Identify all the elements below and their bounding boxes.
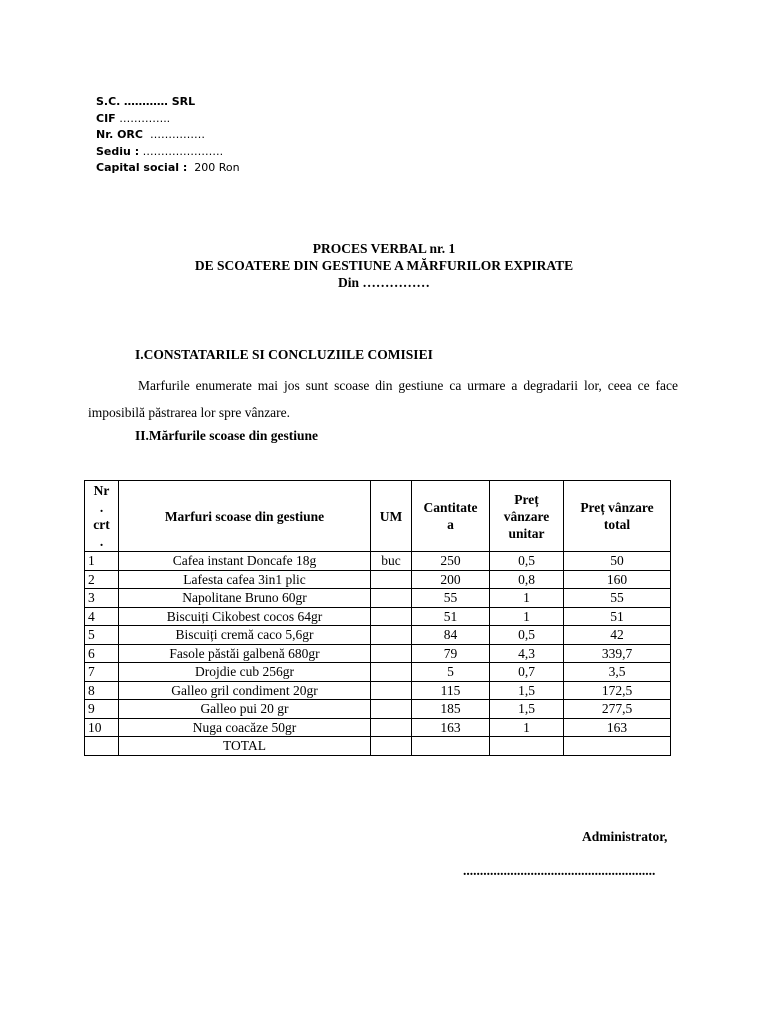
cell-unit-price: 1,5 xyxy=(490,681,564,700)
document-title xyxy=(0,240,768,291)
section-1-text: Marfurile enumerate mai jos sunt scoase din gestiune ca urmare a degradarii lor, ceea ce face imposibilă păstrarea lor spre vânzare. xyxy=(88,378,678,420)
total-label: TOTAL xyxy=(119,737,371,756)
cell-um xyxy=(371,681,412,700)
total-empty-cell xyxy=(85,737,119,756)
cell-nr: 6 xyxy=(85,644,119,663)
cell-name: Fasole păstăi galbenă 680gr xyxy=(119,644,371,663)
cif-value: ………….. xyxy=(119,111,171,125)
capital-row xyxy=(96,160,240,177)
table-row xyxy=(85,663,671,682)
total-empty-cell xyxy=(564,737,671,756)
goods-table xyxy=(84,480,671,756)
table-row xyxy=(85,607,671,626)
cell-name: Napolitane Bruno 60gr xyxy=(119,589,371,608)
section-2-heading: II.Mărfurile scoase din gestiune xyxy=(135,428,318,443)
cell-nr: 4 xyxy=(85,607,119,626)
cell-total-price: 51 xyxy=(564,607,671,626)
cell-name: Galleo gril condiment 20gr xyxy=(119,681,371,700)
cell-total-price: 160 xyxy=(564,570,671,589)
table-row xyxy=(85,644,671,663)
cell-unit-price: 0,5 xyxy=(490,626,564,645)
cell-qty: 55 xyxy=(412,589,490,608)
table-row xyxy=(85,681,671,700)
cell-um xyxy=(371,718,412,737)
header-unit-price: Preț vânzare unitar xyxy=(490,481,564,552)
cell-unit-price: 1 xyxy=(490,589,564,608)
administrator-label: Administrator, xyxy=(582,829,668,844)
cell-um xyxy=(371,663,412,682)
cell-name: Cafea instant Doncafe 18g xyxy=(119,552,371,571)
cell-total-price: 42 xyxy=(564,626,671,645)
total-empty-cell xyxy=(371,737,412,756)
section-1-paragraph xyxy=(88,372,678,426)
cell-qty: 163 xyxy=(412,718,490,737)
cell-um: buc xyxy=(371,552,412,571)
sediu-value: …………………. xyxy=(142,144,224,158)
cell-nr: 9 xyxy=(85,700,119,719)
cell-name: Biscuiți Cikobest cocos 64gr xyxy=(119,607,371,626)
cell-name: Lafesta cafea 3in1 plic xyxy=(119,570,371,589)
orc-label: Nr. ORC xyxy=(96,128,143,141)
company-info xyxy=(96,94,240,177)
sediu-label: Sediu : xyxy=(96,144,140,158)
signature-line: ......................................................... xyxy=(463,863,656,878)
table-row xyxy=(85,626,671,645)
cell-total-price: 55 xyxy=(564,589,671,608)
cell-qty: 5 xyxy=(412,663,490,682)
title-line-3: Din …………… xyxy=(338,275,430,290)
cell-um xyxy=(371,700,412,719)
table-row xyxy=(85,700,671,719)
cell-nr: 1 xyxy=(85,552,119,571)
cell-name: Nuga coacăze 50gr xyxy=(119,718,371,737)
cell-qty: 200 xyxy=(412,570,490,589)
cell-nr: 5 xyxy=(85,626,119,645)
cell-name: Drojdie cub 256gr xyxy=(119,663,371,682)
total-empty-cell xyxy=(490,737,564,756)
sediu-row xyxy=(96,144,240,161)
header-name: Marfuri scoase din gestiune xyxy=(119,481,371,552)
orc-value: …………… xyxy=(149,128,205,141)
cif-label: CIF xyxy=(96,111,116,125)
cell-um xyxy=(371,589,412,608)
cell-unit-price: 0,7 xyxy=(490,663,564,682)
cif-row xyxy=(96,111,240,128)
header-nr: Nr . crt . xyxy=(85,481,119,552)
cell-unit-price: 1,5 xyxy=(490,700,564,719)
orc-row xyxy=(96,127,240,144)
cell-qty: 51 xyxy=(412,607,490,626)
cell-total-price: 163 xyxy=(564,718,671,737)
cell-total-price: 50 xyxy=(564,552,671,571)
cell-nr: 2 xyxy=(85,570,119,589)
sc-value: ………… SRL xyxy=(123,95,196,108)
cell-qty: 250 xyxy=(412,552,490,571)
capital-label: Capital social : xyxy=(96,161,188,174)
cell-qty: 79 xyxy=(412,644,490,663)
cell-nr: 7 xyxy=(85,663,119,682)
cell-nr: 3 xyxy=(85,589,119,608)
cell-qty: 84 xyxy=(412,626,490,645)
cell-um xyxy=(371,570,412,589)
capital-value: 200 Ron xyxy=(194,161,240,174)
cell-total-price: 339,7 xyxy=(564,644,671,663)
cell-um xyxy=(371,607,412,626)
cell-unit-price: 4,3 xyxy=(490,644,564,663)
cell-nr: 8 xyxy=(85,681,119,700)
cell-total-price: 3,5 xyxy=(564,663,671,682)
cell-nr: 10 xyxy=(85,718,119,737)
header-qty: Cantitate a xyxy=(412,481,490,552)
header-um: UM xyxy=(371,481,412,552)
table-row xyxy=(85,552,671,571)
cell-qty: 115 xyxy=(412,681,490,700)
cell-total-price: 277,5 xyxy=(564,700,671,719)
cell-unit-price: 0,5 xyxy=(490,552,564,571)
company-name-row xyxy=(96,94,240,111)
table-row xyxy=(85,570,671,589)
cell-unit-price: 0,8 xyxy=(490,570,564,589)
table-row xyxy=(85,589,671,608)
title-line-2: DE SCOATERE DIN GESTIUNE A MĂRFURILOR EXPIRATE xyxy=(194,258,574,273)
header-total-price: Preț vânzare total xyxy=(564,481,671,552)
cell-unit-price: 1 xyxy=(490,607,564,626)
title-line-1: PROCES VERBAL nr. 1 xyxy=(312,241,456,256)
cell-name: Galleo pui 20 gr xyxy=(119,700,371,719)
cell-total-price: 172,5 xyxy=(564,681,671,700)
table-header-row xyxy=(85,481,671,552)
cell-um xyxy=(371,626,412,645)
cell-name: Biscuiți cremă caco 5,6gr xyxy=(119,626,371,645)
table-row xyxy=(85,718,671,737)
table-total-row xyxy=(85,737,671,756)
cell-unit-price: 1 xyxy=(490,718,564,737)
cell-um xyxy=(371,644,412,663)
section-1-heading: I.CONSTATARILE SI CONCLUZIILE COMISIEI xyxy=(135,347,433,362)
sc-label: S.C. xyxy=(96,95,121,108)
cell-qty: 185 xyxy=(412,700,490,719)
total-empty-cell xyxy=(412,737,490,756)
